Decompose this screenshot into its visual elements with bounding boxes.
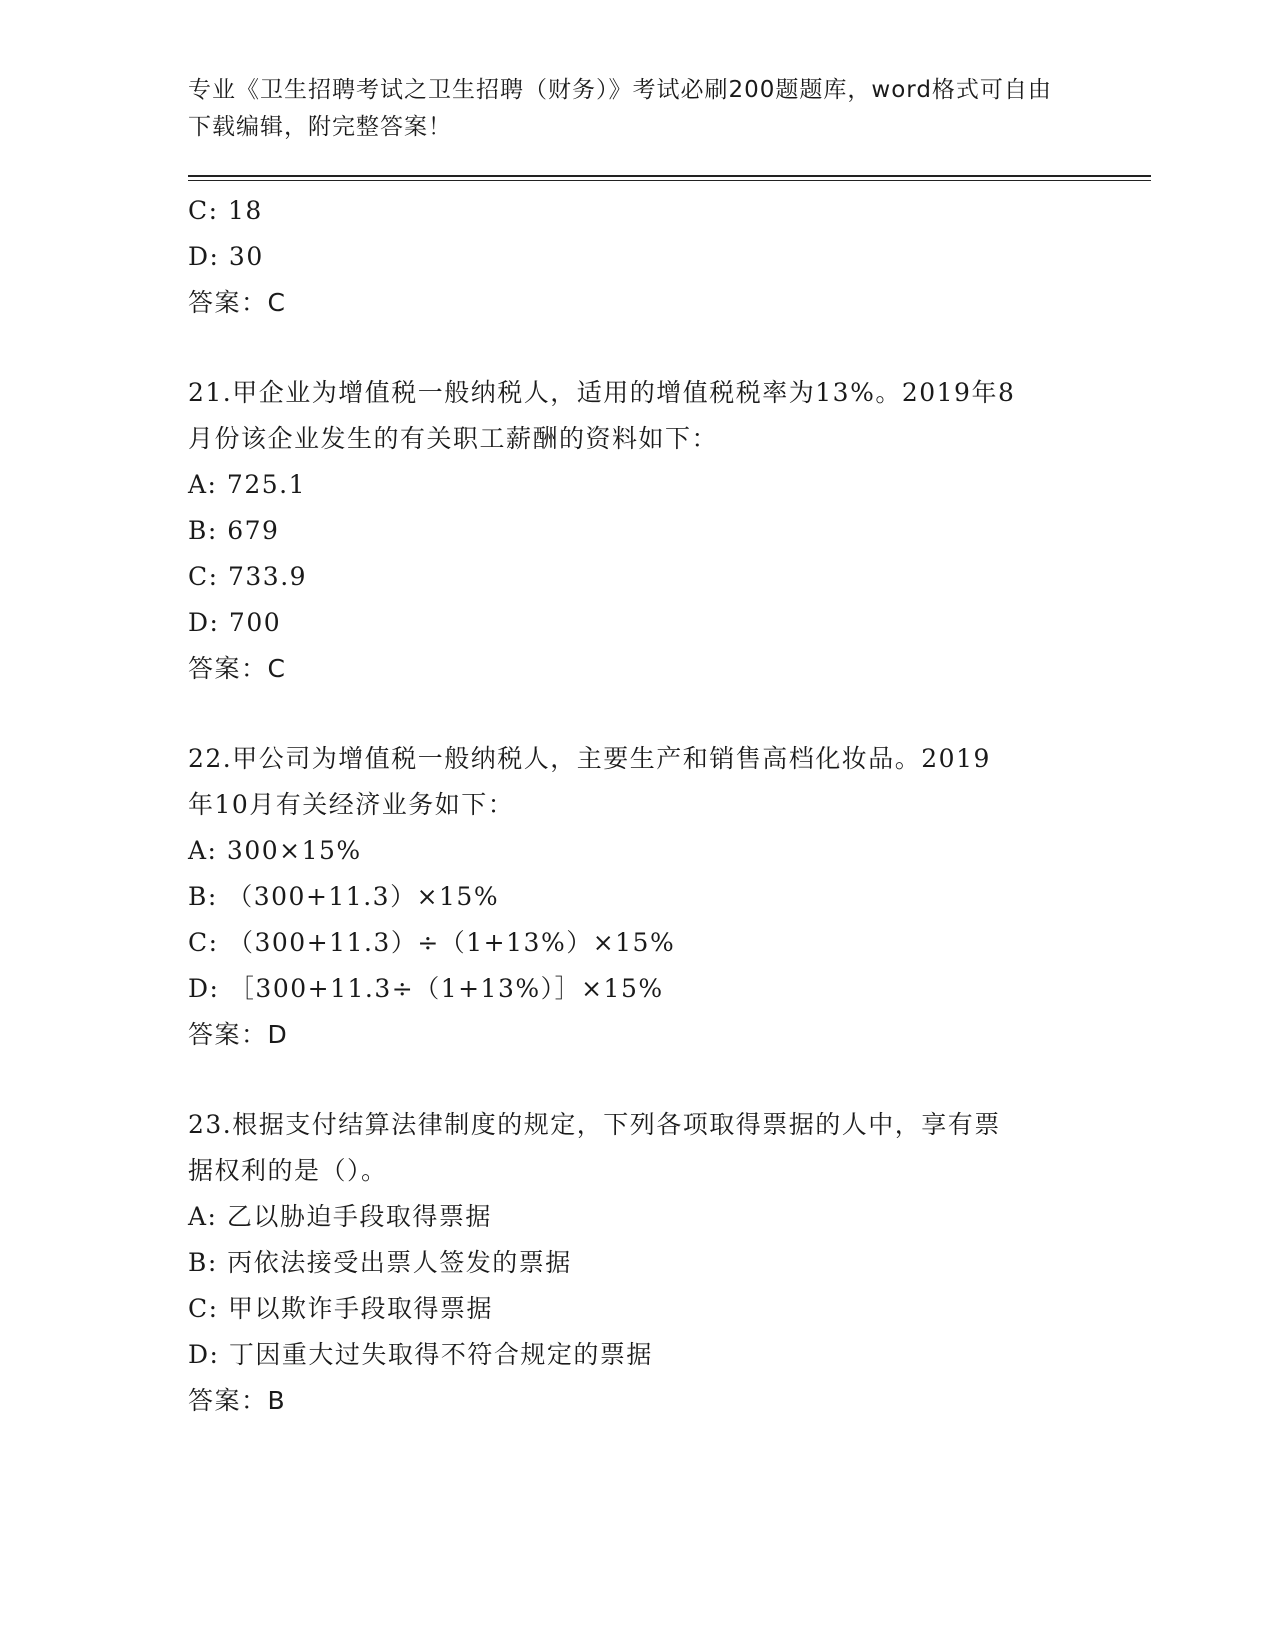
answer: 答案：B — [188, 1386, 287, 1415]
option-b: B: 679 — [188, 516, 280, 545]
option-c: C: （300+11.3）÷（1+13%）×15% — [188, 928, 676, 957]
question-stem: 23.根据支付结算法律制度的规定，下列各项取得票据的人中，享有票 — [188, 1110, 1001, 1139]
option-a: A: 乙以胁迫手段取得票据 — [188, 1202, 492, 1231]
option-d: D: 700 — [188, 608, 282, 637]
option-c: C: 甲以欺诈手段取得票据 — [188, 1294, 493, 1323]
question-stem-continued: 月份该企业发生的有关职工薪酬的资料如下： — [188, 424, 719, 453]
answer: 答案：C — [188, 288, 287, 317]
option-d: D: 30 — [188, 242, 264, 271]
option-c: C: 18 — [188, 196, 263, 225]
option-c: C: 733.9 — [188, 562, 308, 591]
option-a: A: 300×15% — [188, 836, 362, 865]
document-header: 专业《卫生招聘考试之卫生招聘（财务）》考试必刷200题题库，word格式可自由下载编辑，附完整答案！ — [188, 77, 1052, 140]
option-a: A: 725.1 — [188, 470, 306, 499]
answer: 答案：D — [188, 1020, 289, 1049]
answer: 答案：C — [188, 654, 287, 683]
question-stem-continued: 据权利的是（）。 — [188, 1156, 388, 1185]
question-content — [188, 188, 1088, 1424]
question-stem: 21.甲企业为增值税一般纳税人，适用的增值税税率为13%。2019年8 — [188, 378, 1016, 407]
option-b: B: （300+11.3）×15% — [188, 882, 500, 911]
option-d: D: ［300+11.3÷（1+13%）］×15% — [188, 974, 664, 1003]
question-stem: 22.甲公司为增值税一般纳税人，主要生产和销售高档化妆品。2019 — [188, 744, 991, 773]
header-divider — [188, 175, 1151, 177]
option-b: B: 丙依法接受出票人签发的票据 — [188, 1248, 572, 1277]
header-divider-thin — [188, 180, 1151, 181]
question-stem-continued: 年10月有关经济业务如下： — [188, 790, 515, 819]
option-d: D: 丁因重大过失取得不符合规定的票据 — [188, 1340, 653, 1369]
